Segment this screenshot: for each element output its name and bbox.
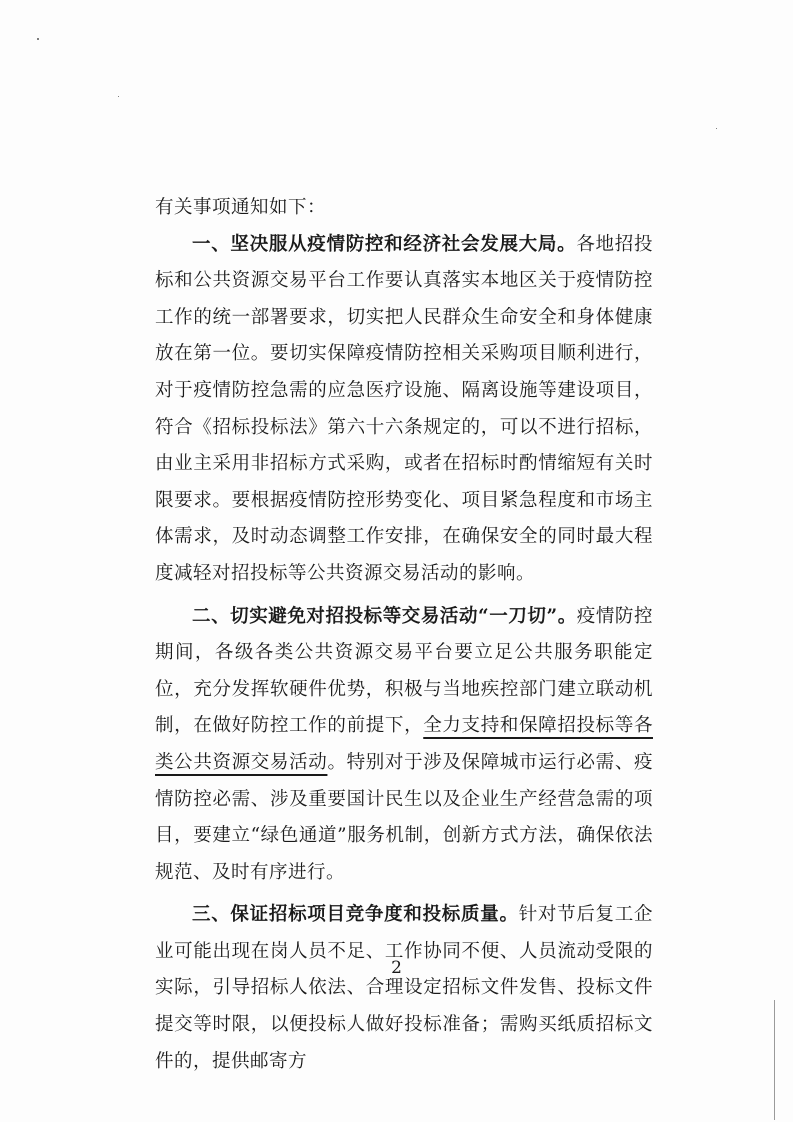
section-3	[155, 897, 653, 1080]
section-1-text: 各地招投标和公共资源交易平台工作要认真落实本地区关于疫情防控工作的统一部署要求，切实把人民群众生命安全和身体健康放在第一位。要切实保障疫情防控相关采购项目顺利进行，对于疫情防控急需的应急医疗设施、隔离设施等建设项目，符合《招标投标法》第六十六条规定的，可以不进行招标，由业主采用非招标方式采购，或者在招标时酌情缩短有关时限要求。要根据疫情防控形势变化、项目紧急程度和市场主体需求，及时动态调整工作安排，在确保安全的同时最大程度减轻对招投标等公共资源交易活动的影响。	[155, 233, 653, 584]
section-2	[155, 599, 653, 892]
scan-edge-line	[774, 1000, 775, 1120]
document-body	[155, 190, 653, 1080]
section-3-heading: 三、保证招标项目竞争度和投标质量。	[192, 904, 519, 926]
page-number: 2	[391, 958, 402, 978]
section-2-heading: 二、切实避免对招投标等交易活动“一刀切”。	[192, 605, 577, 627]
section-1-heading: 一、坚决服从疫情防控和经济社会发展大局。	[192, 233, 577, 255]
intro-line: 有关事项通知如下：	[155, 197, 327, 218]
scan-speck	[716, 128, 717, 129]
scan-speck	[118, 96, 119, 97]
section-2-underlined-text: 全力支持和保障招投标等各类公共资源交易活动	[155, 715, 653, 773]
section-2-text-after: 。特别对于涉及保障城市运行必需、疫情防控必需、涉及重要国计民生以及企业生产经营急需的项目，要建立“绿色通道”服务机制，创新方式方法，确保依法规范、及时有序进行。	[155, 751, 653, 883]
section-3-text: 针对节后复工企业可能出现在岗人员不足、工作协同不便、人员流动受限的实际，引导招标人依法、合理设定招标文件发售、投标文件提交等时限，以便投标人做好投标准备；需购买纸质招标文件的，提供邮寄方	[155, 904, 653, 1072]
section-2-text-before: 疫情防控期间，各级各类公共资源交易平台要立足公共服务职能定位，充分发挥软硬件优势，积极与当地疾控部门建立联动机制，在做好防控工作的前提下，	[155, 605, 653, 737]
scan-speck	[37, 38, 39, 40]
section-1	[155, 227, 653, 593]
